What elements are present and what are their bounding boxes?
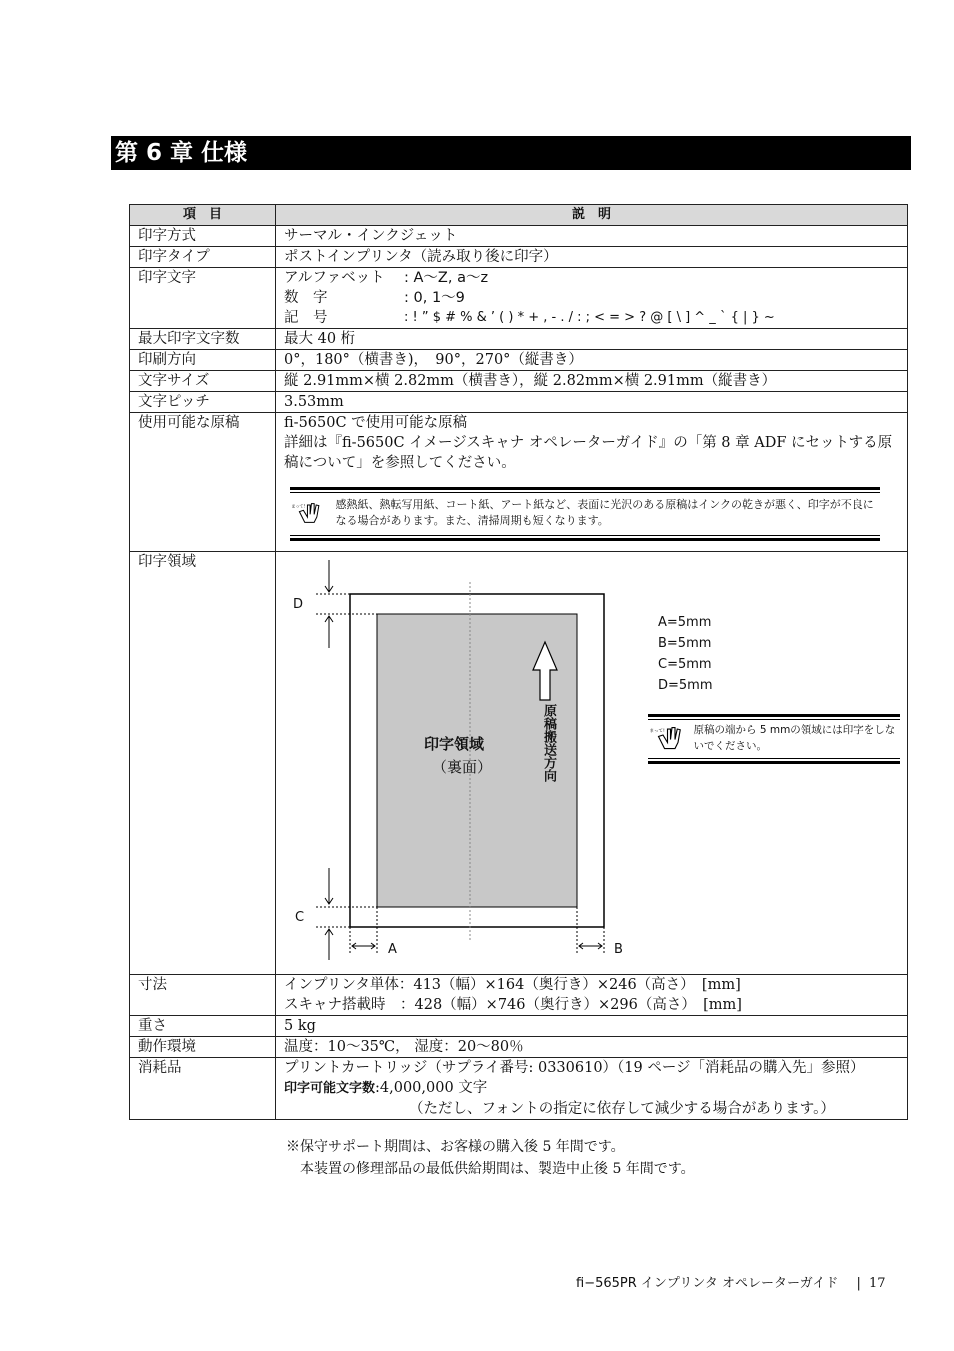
margin-note-text: 原稿の端から 5 mmの領域には印字をしないでください。: [693, 724, 896, 752]
supplies-line2: [284, 1078, 899, 1099]
footnote-line2: 本装置の修理部品の最低供給期間は、製造中止後 5 年間です。: [300, 1161, 695, 1177]
num-label: 数 字: [284, 290, 328, 306]
row-value: サーマル・インクジェット: [276, 226, 908, 247]
printable-chars-value: :4,000,000 文字: [375, 1080, 488, 1096]
doc-line2: 詳細は『fi-5650C イメージスキャナ オペレーターガイド』の「第 8 章 ADF にセットする原稿について」を参照してください。: [284, 435, 893, 471]
header-desc: 説 明: [276, 205, 908, 226]
footnote-line1: ※保守サポート期間は、お客様の購入後 5 年間です。: [286, 1139, 625, 1155]
row-key: 印字方式: [130, 226, 276, 247]
margin-note: [648, 714, 900, 764]
row-value: [276, 552, 908, 975]
svg-text:まって!: まって!: [649, 729, 665, 734]
row-value: 5 kg: [276, 1016, 908, 1037]
legend-c: C=5mm: [658, 657, 712, 672]
row-value: 3.53mm: [276, 392, 908, 413]
footnote: [286, 1136, 695, 1180]
row-value: [276, 413, 908, 552]
footer-text: fi−565PR インプリンタ オペレーターガイド: [576, 1276, 839, 1291]
dims-line2: スキャナ搭載時 ：428（幅）×746（奥行き）×296（高さ） [mm]: [284, 997, 742, 1013]
table-row: [130, 371, 908, 392]
row-key: 文字サイズ: [130, 371, 276, 392]
row-value: [276, 975, 908, 1016]
footer-sep: |: [856, 1276, 861, 1291]
table-row: [130, 268, 908, 329]
row-value: [276, 268, 908, 329]
label-d: D: [293, 597, 304, 612]
row-value: 0°，180°（横書き)， 90°，270°（縦書き）: [276, 350, 908, 371]
table-row: [130, 552, 908, 975]
label-c: C: [295, 910, 305, 925]
spec-table: [129, 204, 908, 1120]
page-footer: [576, 1272, 886, 1291]
label-a: A: [388, 942, 397, 957]
alpha-value: : A〜Z, a〜z: [404, 270, 489, 286]
table-row: [130, 413, 908, 552]
legend-d: D=5mm: [658, 678, 713, 693]
row-key: 消耗品: [130, 1058, 276, 1120]
row-key: 動作環境: [130, 1037, 276, 1058]
row-key: 使用可能な原稿: [130, 413, 276, 552]
row-key: 寸法: [130, 975, 276, 1016]
page-number: 17: [869, 1276, 886, 1291]
printable-chars-label: 印字可能文字数: [284, 1081, 376, 1096]
area-sublabel: （裏面）: [432, 758, 493, 776]
table-row: [130, 226, 908, 247]
print-area-diagram: [276, 552, 907, 974]
sym-value: : ! ” $ # % & ’ ( ) * + , - . / : ; < = > ? @ [ \ ] ^ _ ` { | } ~: [404, 310, 775, 325]
row-value: 縦 2.91mm×横 2.82mm（横書き），縦 2.82mm×横 2.91mm（縦書き）: [276, 371, 908, 392]
area-label: 印字領域: [424, 735, 485, 753]
caution-note: [290, 487, 880, 541]
caution-hand-icon: [648, 722, 686, 754]
supplies-line1: プリントカートリッジ（サプライ番号: 0330610）（19 ページ「消耗品の購入先」参照）: [284, 1060, 865, 1076]
supplies-line3: （ただし、フォントの指定に依存して減少する場合があります。）: [409, 1101, 835, 1117]
row-value: 最大 40 桁: [276, 329, 908, 350]
table-row: [130, 350, 908, 371]
num-value: : 0, 1〜9: [404, 290, 465, 306]
dims-line1: インプリンタ単体：413（幅）×164（奥行き）×246（高さ） [mm]: [284, 977, 741, 993]
feed-direction-label: 原稿搬送方向: [541, 704, 556, 782]
row-key: 印字文字: [130, 268, 276, 329]
table-row: [130, 392, 908, 413]
row-key: 重さ: [130, 1016, 276, 1037]
row-value: ポストインプリンタ（読み取り後に印字）: [276, 247, 908, 268]
label-b: B: [614, 942, 623, 957]
table-row: [130, 1058, 908, 1120]
table-row: [130, 1037, 908, 1058]
svg-text:まって!: まって!: [291, 503, 306, 509]
table-row: [130, 1016, 908, 1037]
sym-label: 記 号: [284, 310, 328, 326]
doc-line1: fi-5650C で使用可能な原稿: [284, 415, 468, 431]
table-row: [130, 329, 908, 350]
alpha-label: アルファベット: [284, 270, 385, 286]
legend-a: A=5mm: [658, 615, 712, 630]
margin-legend: [658, 612, 713, 696]
row-value: [276, 1058, 908, 1120]
row-key: 印字タイプ: [130, 247, 276, 268]
header-item: 項 目: [130, 205, 276, 226]
row-key: 印刷方向: [130, 350, 276, 371]
legend-b: B=5mm: [658, 636, 712, 651]
table-row: [130, 247, 908, 268]
chapter-title: 第 6 章 仕様: [111, 136, 911, 170]
row-key: 印字領域: [130, 552, 276, 975]
caution-hand-icon: [290, 497, 324, 529]
table-row: [130, 975, 908, 1016]
caution-text: 感熱紙、熱転写用紙、コート紙、アート紙など、表面に光沢のある原稿はインクの乾きが悪く、印字が不良になる場合があります。また、清掃周期も短くなります。: [335, 498, 874, 527]
table-header: [130, 205, 908, 226]
row-key: 文字ピッチ: [130, 392, 276, 413]
row-value: 温度：10〜35℃， 湿度：20〜80％: [276, 1037, 908, 1058]
row-key: 最大印字文字数: [130, 329, 276, 350]
